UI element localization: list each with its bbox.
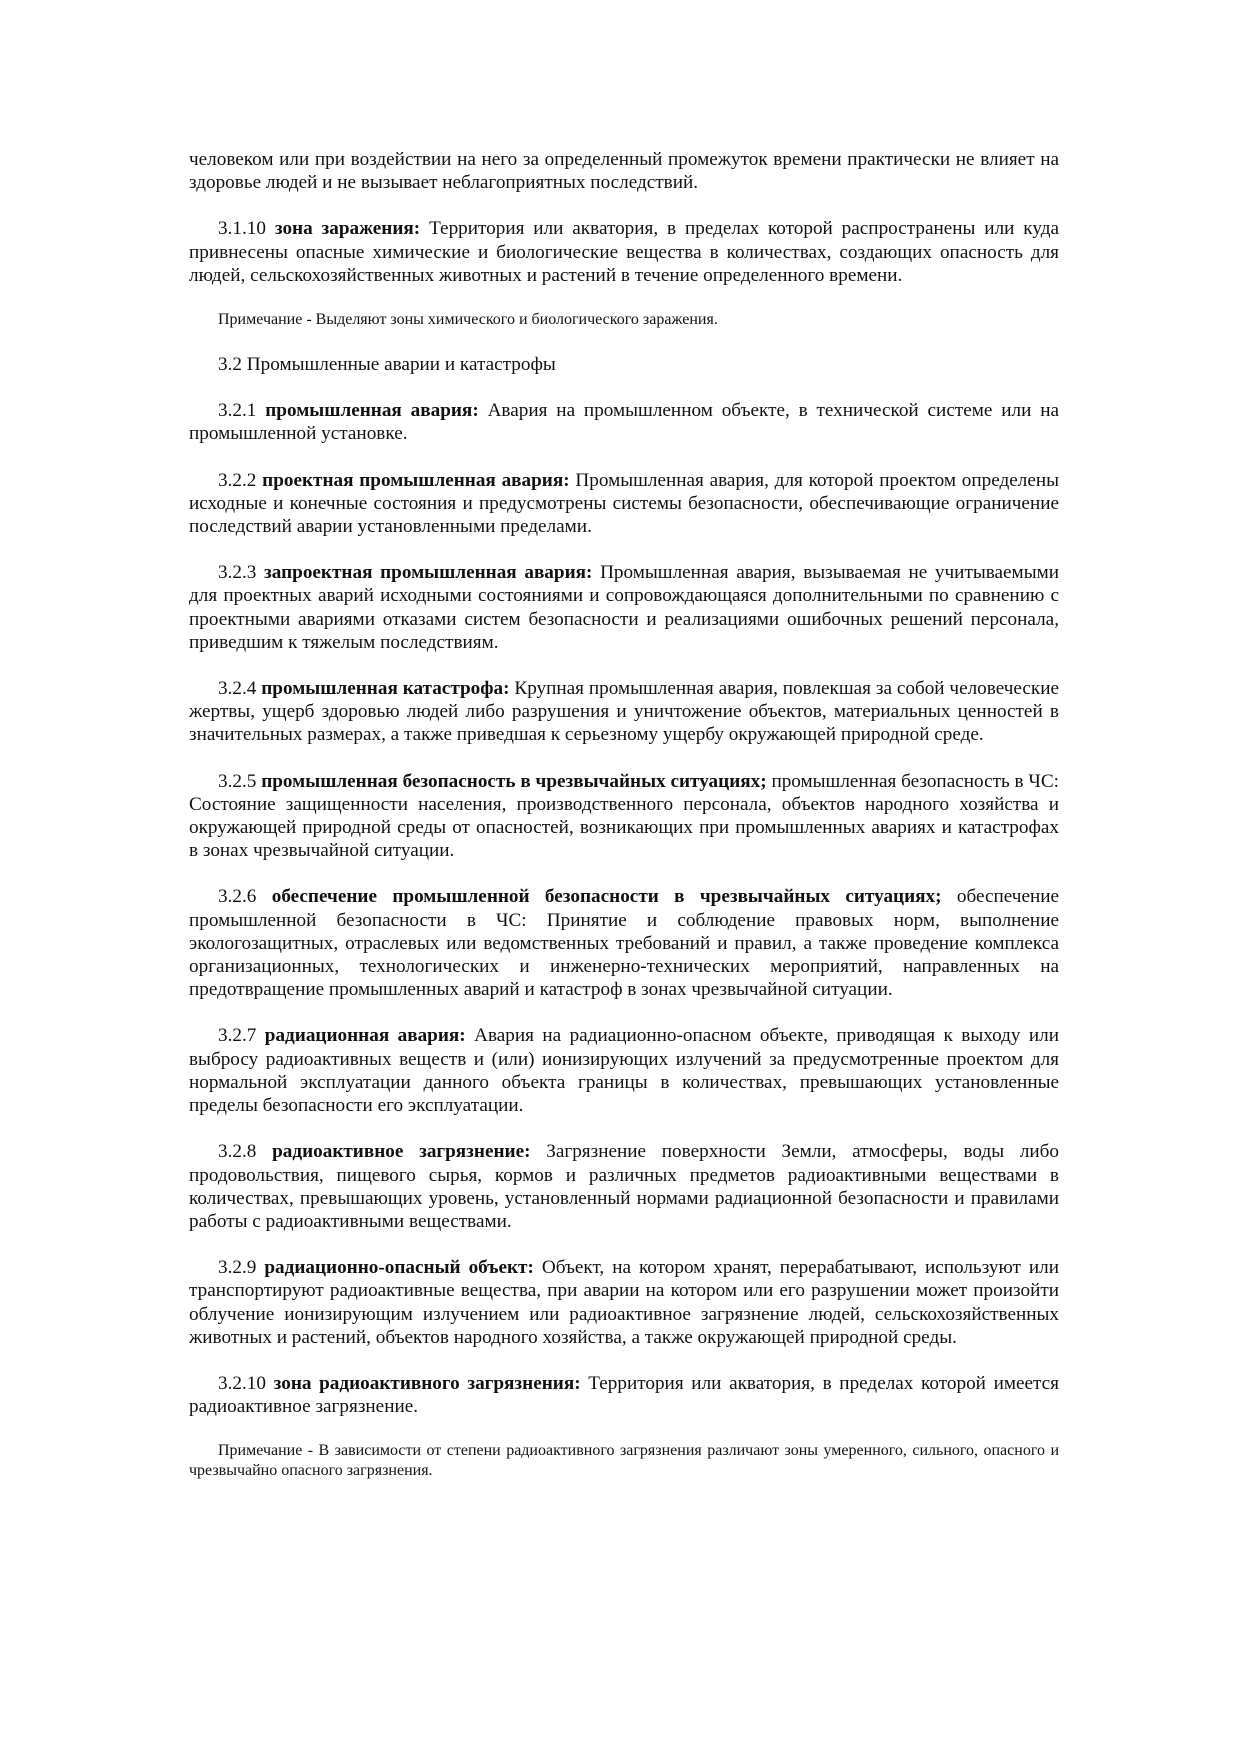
continuation-paragraph: человеком или при воздействии на него за определенный промежуток времени практически не влияет на здоровье людей и не вызывает неблагоприятных последствий. bbox=[189, 149, 1059, 194]
definition-3-2-10 bbox=[189, 1372, 1059, 1418]
definition-3-2-2 bbox=[189, 469, 1059, 539]
definition-text: Загрязнение поверхности Земли, атмосферы, воды либо продовольствия, пищевого сырья, кормов и различных предметов радиоактивными веществами в количествах, превышающих уровень, установленный нормами радиационной безопасности и правилами работы с радиоактивными веществами. bbox=[189, 1141, 1060, 1232]
definition-term: зона радиоактивного загрязнения: bbox=[273, 1372, 581, 1394]
section-heading-3-2: 3.2 Промышленные аварии и катастрофы bbox=[218, 354, 556, 376]
definition-3-1-10 bbox=[189, 217, 1059, 287]
note-radioactive-zones: Примечание - В зависимости от степени радиоактивного загрязнения различают зоны умеренного, сильного, опасного и чрезвычайно опасного загрязнения. bbox=[189, 1442, 1059, 1480]
definition-3-2-6 bbox=[189, 885, 1059, 1001]
definition-number: 3.2.8 bbox=[218, 1141, 257, 1163]
definition-3-2-5 bbox=[189, 770, 1059, 863]
definition-3-2-9 bbox=[189, 1256, 1059, 1349]
document-page bbox=[189, 148, 1059, 1504]
note-chemical-biological: Примечание - Выделяют зоны химического и биологического заражения. bbox=[218, 311, 718, 329]
definition-number: 3.2.9 bbox=[218, 1257, 257, 1279]
definition-text: Авария на радиационно-опасном объекте, приводящая к выходу или выбросу радиоактивных веществ и (или) ионизирующих излучений за предусмотренные проектом для нормальной эксплуатации данного объекта границы в количествах, превышающих установленные пределы безопасности его эксплуатации. bbox=[189, 1025, 1060, 1117]
definition-3-2-8 bbox=[189, 1140, 1059, 1233]
definition-text: Промышленная авария, вызываемая не учитываемыми для проектных аварий исходными состояниями и сопровождающаяся дополнительными по сравнению с проектными авариями отказами систем безопасности и реализациями ошибочных решений персонала, приведшим к тяжелым последствиям. bbox=[189, 562, 1060, 653]
definition-number: 3.2.2 bbox=[218, 469, 257, 491]
definition-number: 3.2.6 bbox=[218, 886, 257, 908]
definition-text: Объект, на котором хранят, перерабатывают, используют или транспортируют радиоактивные вещества, при аварии на котором или его разрушении может произойти облучение ионизирующим излучением или радиоактивное загрязнение людей, сельскохозяйственных животных и растений, объектов народного хозяйства, а также окружающей природной среды. bbox=[189, 1257, 1060, 1348]
definition-term: обеспечение промышленной безопасности в чрезвычайных ситуациях; bbox=[271, 886, 942, 908]
definition-number: 3.2.1 bbox=[218, 400, 257, 422]
definition-text: Территория или акватория, в пределах которой распространены или куда привнесены опасные химические и биологические вещества в количествах, создающих опасность для людей, сельскохозяйственных животных и растений в течение определенного времени. bbox=[189, 218, 1059, 286]
definition-text: Авария на промышленном объекте, в технической системе или на промышленной установке. bbox=[189, 400, 1060, 445]
definition-term: радиоактивное загрязнение: bbox=[272, 1141, 531, 1163]
definition-term: промышленная авария: bbox=[265, 400, 479, 422]
definition-number: 3.2.10 bbox=[218, 1372, 266, 1394]
definition-term: промышленная катастрофа: bbox=[261, 678, 510, 700]
definition-3-2-1 bbox=[189, 399, 1059, 445]
definition-text: промышленная безопасность в ЧС: Состояние защищенности населения, производственного персонала, объектов народного хозяйства и окружающей природной среды от опасностей, возникающих при промышленных авариях и катастрофах в зонах чрезвычайной ситуации. bbox=[189, 770, 1060, 862]
definition-term: запроектная промышленная авария: bbox=[264, 562, 593, 584]
definition-3-2-3 bbox=[189, 561, 1059, 654]
definition-text: Крупная промышленная авария, повлекшая за собой человеческие жертвы, ущерб здоровью людей либо разрушения и уничтожение объектов, материальных ценностей в значительных размерах, а также приведшая к серьезному ущербу окружающей природной среде. bbox=[189, 678, 1060, 746]
definition-term: радиационно-опасный объект: bbox=[264, 1257, 534, 1279]
definition-number: 3.2.7 bbox=[218, 1025, 257, 1047]
definition-number: 3.2.5 bbox=[218, 770, 257, 792]
definition-number: 3.1.10 bbox=[218, 218, 266, 240]
definition-term: зона заражения: bbox=[274, 218, 421, 240]
definition-text: Территория или акватория, в пределах которой имеется радиоактивное загрязнение. bbox=[189, 1372, 1059, 1418]
definition-term: проектная промышленная авария: bbox=[262, 469, 570, 491]
definition-term: радиационная авария: bbox=[264, 1025, 466, 1047]
definition-number: 3.2.3 bbox=[218, 562, 257, 584]
definition-term: промышленная безопасность в чрезвычайных ситуациях; bbox=[261, 770, 767, 792]
definition-number: 3.2.4 bbox=[218, 678, 257, 700]
definition-text: обеспечение промышленной безопасности в ЧС: Принятие и соблюдение правовых норм, выполнение экологозащитных, отраслевых или ведомственных требований и правил, а также проведение комплекса организационных, технологических и инженерно-технических мероприятий, направленных на предотвращение промышленных аварий и катастроф в зонах чрезвычайной ситуации. bbox=[189, 886, 1060, 1001]
definition-3-2-7 bbox=[189, 1024, 1059, 1117]
definition-text: Промышленная авария, для которой проектом определены исходные и конечные состояния и предусмотрены системы безопасности, обеспечивающие ограничение последствий аварии установленными пределами. bbox=[189, 469, 1060, 538]
definition-3-2-4 bbox=[189, 677, 1059, 747]
